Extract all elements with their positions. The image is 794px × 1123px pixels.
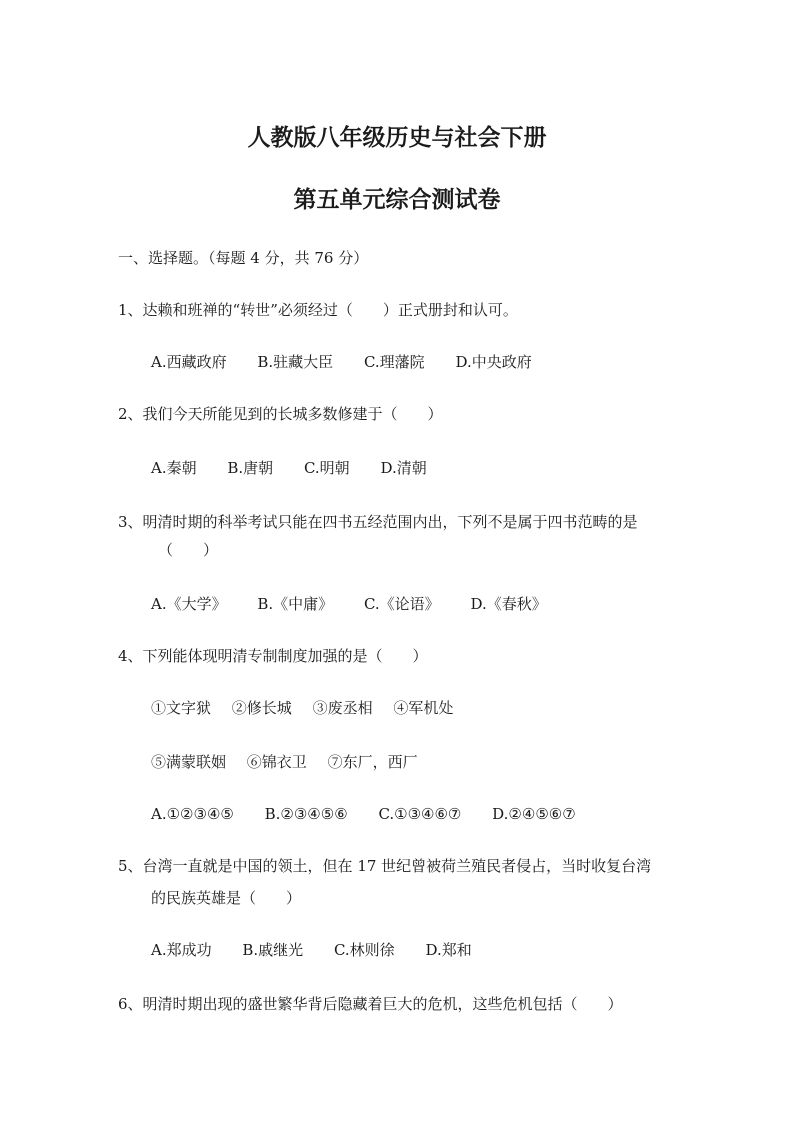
option-b: B.②③④⑤⑥: [264, 805, 348, 823]
option-c: C.明朝: [303, 459, 350, 477]
option-a: A.西藏政府: [151, 353, 227, 371]
option-d: D.中央政府: [455, 353, 532, 371]
option-a: A.①②③④⑤: [151, 805, 234, 823]
question-5-options: [151, 940, 472, 960]
list-item: ④军机处: [393, 699, 454, 717]
option-d: D.②④⑤⑥⑦: [492, 805, 576, 823]
question-2-stem: 2、我们今天所能见到的长城多数修建于（ ）: [118, 405, 443, 423]
page-subtitle: 第五单元综合测试卷: [293, 186, 501, 213]
option-c: C.林则徐: [333, 941, 395, 959]
option-c: C.理藩院: [363, 353, 425, 371]
option-a: A.郑成功: [151, 941, 212, 959]
list-item: ③废丞相: [312, 699, 373, 717]
list-item: ②修长城: [231, 699, 292, 717]
question-6-stem: 6、明清时期出现的盛世繁华背后隐藏着巨大的危机，这些危机包括（ ）: [118, 995, 623, 1013]
option-c: C.①③④⑥⑦: [378, 805, 462, 823]
list-item: ⑤满蒙联姻: [151, 753, 227, 771]
question-4-items-row-1: [151, 698, 453, 718]
question-3-stem-continued: （ ）: [158, 541, 219, 559]
option-d: D.清朝: [380, 459, 427, 477]
question-5-stem-continued: 的民族英雄是（ ）: [151, 889, 302, 907]
question-5-stem: 5、台湾一直就是中国的领土，但在 17 世纪曾被荷兰殖民者侵占，当时收复台湾: [118, 857, 652, 875]
question-4-items-row-2: [151, 752, 418, 772]
list-item: ①文字狱: [151, 699, 212, 717]
question-1-stem: 1、达赖和班禅的“转世”必须经过（ ）正式册封和认可。: [118, 301, 518, 319]
option-b: B.驻藏大臣: [257, 353, 334, 371]
option-b: B.唐朝: [227, 459, 274, 477]
list-item: ⑦东厂，西厂: [327, 753, 418, 771]
section-heading: 一、选择题。（每题 4 分，共 76 分）: [118, 249, 369, 267]
option-a: A.秦朝: [151, 459, 197, 477]
option-d: D.郑和: [425, 941, 472, 959]
question-4-options: [151, 804, 576, 824]
question-1-options: [151, 352, 532, 372]
option-a: A.《大学》: [151, 595, 227, 613]
question-2-options: [151, 458, 427, 478]
list-item: ⑥锦衣卫: [246, 753, 307, 771]
option-d: D.《春秋》: [470, 595, 547, 613]
question-4-stem: 4、下列能体现明清专制制度加强的是（ ）: [118, 647, 428, 665]
page-title: 人教版八年级历史与社会下册: [247, 124, 547, 151]
option-b: B.戚继光: [242, 941, 304, 959]
question-3-stem: 3、明清时期的科举考试只能在四书五经范围内出，下列不是属于四书范畴的是: [118, 513, 638, 531]
option-c: C.《论语》: [363, 595, 440, 613]
question-3-options: [151, 594, 547, 614]
option-b: B.《中庸》: [257, 595, 334, 613]
